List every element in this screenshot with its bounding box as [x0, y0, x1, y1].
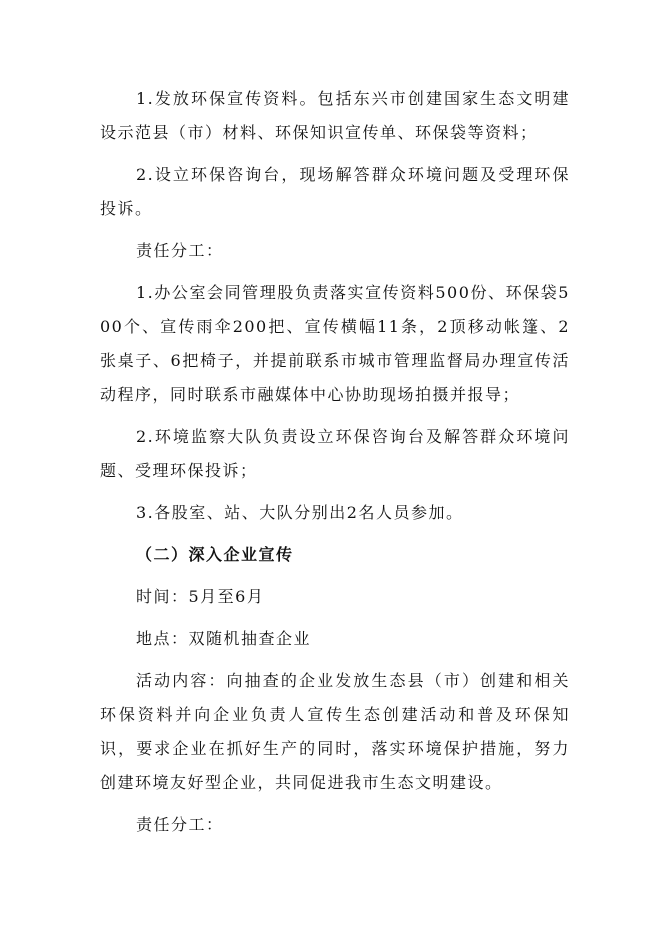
- paragraph-location: 地点：双随机抽查企业: [136, 629, 312, 648]
- paragraph-office-duty: 1.办公室会同管理股负责落实宣传资料500份、环保袋500个、宣传雨伞200把、宣传横幅11条，2顶移动帐篷、2张桌子、6把椅子，并提前联系市城市管理监督局办理宣传活动程序，同时联系市融媒体中心协助现场拍摄并报导；: [100, 283, 570, 404]
- paragraph-responsibility-label-2: 责任分工：: [136, 815, 224, 834]
- paragraph-supervision-duty: 2.环境监察大队负责设立环保咨询台及解答群众环境问题、受理环保投诉；: [100, 427, 570, 480]
- section-heading-enterprise: （二）深入企业宣传: [136, 545, 294, 564]
- paragraph-staff-participation: 3.各股室、站、大队分别出2名人员参加。: [136, 503, 464, 522]
- document-body: [100, 82, 570, 850]
- paragraph-consultation-desk: 2.设立环保咨询台，现场解答群众环境问题及受理环保投诉。: [100, 165, 570, 218]
- paragraph-responsibility-label: 责任分工：: [136, 241, 224, 260]
- paragraph-distribute-materials: 1.发放环保宣传资料。包括东兴市创建国家生态文明建设示范县（市）材料、环保知识宣传单、环保袋等资料；: [100, 89, 570, 142]
- paragraph-activity-content: 活动内容：向抽查的企业发放生态县（市）创建和相关环保资料并向企业负责人宣传生态创建活动和普及环保知识，要求企业在抓好生产的同时，落实环境保护措施，努力创建环境友好型企业，共同促进我市生态文明建设。: [100, 671, 570, 792]
- paragraph-time: 时间：5月至6月: [136, 587, 265, 606]
